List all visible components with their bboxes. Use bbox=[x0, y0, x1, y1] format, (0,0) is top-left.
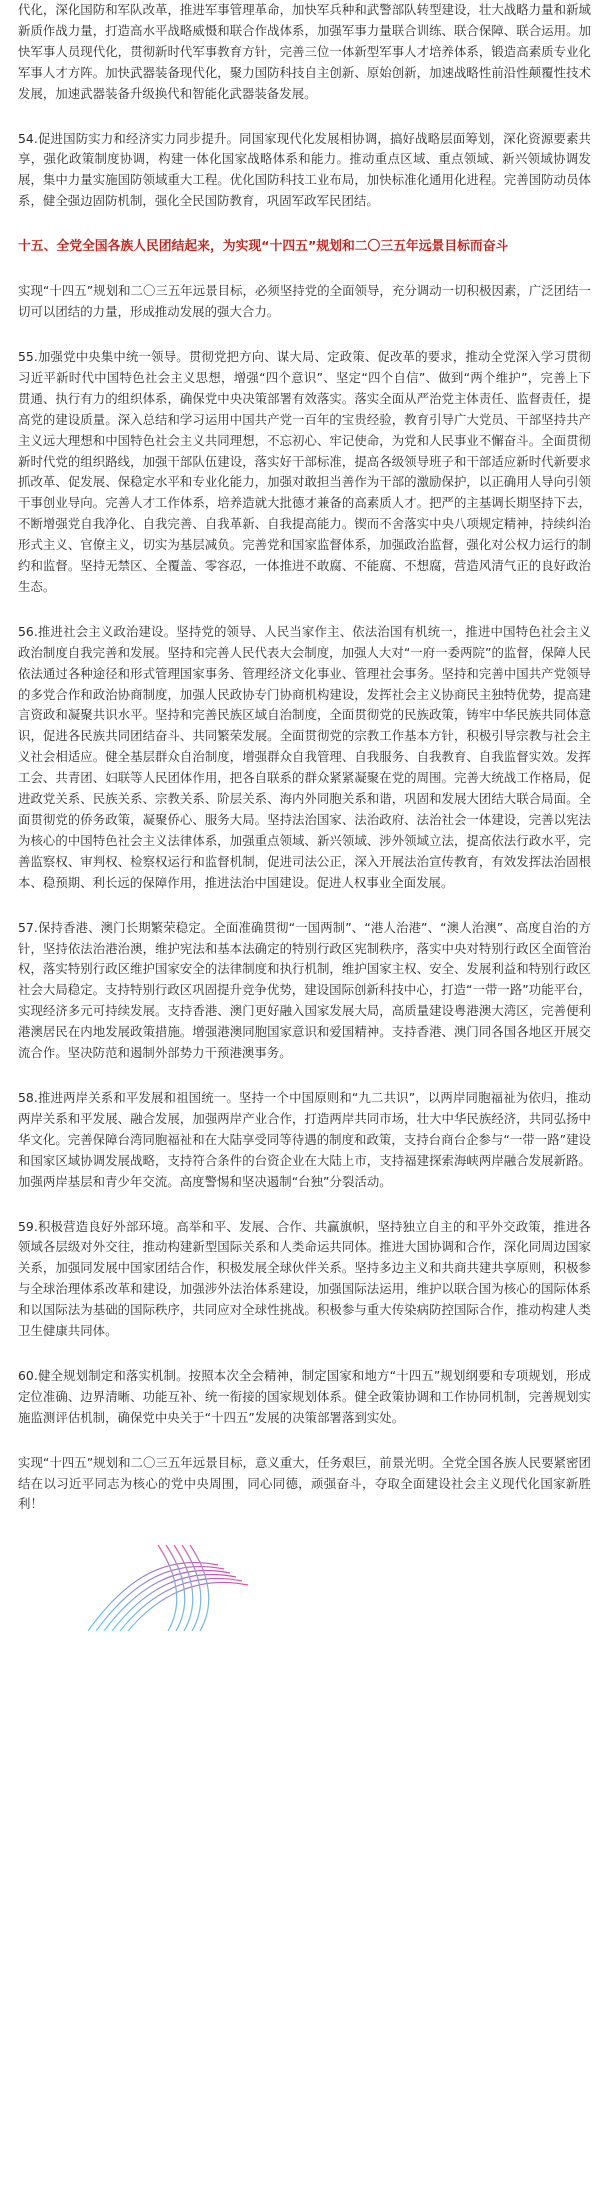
paragraph-section-intro: 实现“十四五”规划和二〇三五年远景目标，必须坚持党的全面领导，充分调动一切积极因素，广泛团结一切可以团结的力量，形成推动发展的强大合力。 bbox=[18, 283, 591, 320]
paragraph-55: 55.加强党中央集中统一领导。贯彻党把方向、谋大局、定政策、促改革的要求，推动全党深入学习贯彻习近平新时代中国特色社会主义思想，增强“四个意识”、坚定“四个自信”、做到“两个维护”，完善上下贯通、执行有力的组织体系，确保党中央决策部署有效落实。落实全面从严治党主体责任、监督责任，提高党的建设质量。深入总结和学习运用中国共产党一百年的宝贵经验，教育引导广大党员、干部坚持共产主义远大理想和中国特色社会主义共同理想，不忘初心、牢记使命，为党和人民事业不懈奋斗。全面贯彻新时代党的组织路线，加强干部队伍建设，落实好干部标准，提高各级领导班子和干部适应新时代新要求抓改革、促发展、保稳定水平和专业化能力，加强对敢担当善作为干部的激励保护，以正确用人导向引领干事创业导向。完善人才工作体系，培养造就大批德才兼备的高素质人才。把严的主基调长期坚持下去，不断增强党自我净化、自我完善、自我革新、自我提高能力。锲而不舍落实中央八项规定精神，持续纠治形式主义、官僚主义，切实为基层减负。完善党和国家监督体系，加强政治监督，强化对公权力运行的制约和监督。坚持无禁区、全覆盖、零容忍，一体推进不敢腐、不能腐、不想腐，营造风清气正的良好政治生态。 bbox=[18, 348, 591, 594]
paragraph-56: 56.推进社会主义政治建设。坚持党的领导、人民当家作主、依法治国有机统一，推进中国特色社会主义政治制度自我完善和发展。坚持和完善人民代表大会制度，加强人大对“一府一委两院”的监督，保障人民依法通过各种途径和形式管理国家事务、管理经济文化事业、管理社会事务。坚持和完善中国共产党领导的多党合作和政治协商制度，加强人民政协专门协商机构建设，发挥社会主义协商民主独特优势，提高建言资政和凝聚共识水平。坚持和完善民族区域自治制度，全面贯彻党的民族政策，铸牢中华民族共同体意识，促进各民族共同团结奋斗、共同繁荣发展。全面贯彻党的宗教工作基本方针，积极引导宗教与社会主义社会相适应。健全基层群众自治制度，增强群众自我管理、自我服务、自我教育、自我监督实效。发挥工会、共青团、妇联等人民团体作用，把各自联系的群众紧紧凝聚在党的周围。完善大统战工作格局，促进政党关系、民族关系、宗教关系、阶层关系、海内外同胞关系和谐，巩固和发展大团结大联合局面。全面贯彻党的侨务政策，凝聚侨心、服务大局。坚持法治国家、法治政府、法治社会一体建设，完善以宪法为核心的中国特色社会主义法律体系，加强重点领域、新兴领域、涉外领域立法，提高依法行政水平，完善监察权、审判权、检察权运行和监督机制，促进司法公正，深入开展法治宣传教育，有效发挥法治固根本、稳预期、利长远的保障作用，推进法治中国建设。促进人权事业全面发展。 bbox=[18, 623, 591, 890]
paragraph-60: 60.健全规划制定和落实机制。按照本次全会精神，制定国家和地方“十四五”规划纲要和专项规划，形成定位准确、边界清晰、功能互补、统一衔接的国家规划体系。健全政策协调和工作协同机制，完善规划实施监测评估机制，确保党中央关于“十四五”发展的决策部署落到实处。 bbox=[18, 1367, 591, 1425]
paragraph-54: 54.促进国防实力和经济实力同步提升。同国家现代化发展相协调，搞好战略层面筹划，深化资源要素共享，强化政策制度协调，构建一体化国家战略体系和能力。推动重点区域、重点领域、新兴领域协调发展，集中力量实施国防领域重大工程。优化国防科技工业布局，加快标准化通用化进程。完善国防动员体系，健全强边固防机制，强化全民国防教育，巩固军政军民团结。 bbox=[18, 130, 591, 209]
section-heading-15: 十五、全党全国各族人民团结起来，为实现“十四五”规划和二〇三五年远景目标而奋斗 bbox=[18, 239, 509, 255]
paragraph-59: 59.积极营造良好外部环境。高举和平、发展、合作、共赢旗帜，坚持独立自主的和平外交政策，推进各领域各层级对外交往，推动构建新型国际关系和人类命运共同体。推进大国协调和合作，深化同周边国家关系，加强同发展中国家团结合作，积极发展全球伙伴关系。坚持多边主义和共商共建共享原则，积极参与全球治理体系改革和建设，加强涉外法治体系建设，加强国际法运用，维护以联合国为核心的国际体系和以国际法为基础的国际秩序，共同应对全球性挑战。积极参与重大传染病防控国际合作，推动构建人类卫生健康共同体。 bbox=[18, 1218, 591, 1339]
paragraph-conclusion: 实现“十四五”规划和二〇三五年远景目标，意义重大，任务艰巨，前景光明。全党全国各族人民要紧密团结在以习近平同志为核心的党中央周围，同心同德，顽强奋斗，夺取全面建设社会主义现代化国家新胜利！ bbox=[18, 1454, 591, 1512]
paragraph-57: 57.保持香港、澳门长期繁荣稳定。全面准确贯彻“一国两制”、“港人治港”、“澳人治澳”、高度自治的方针，坚持依法治港治澳，维护宪法和基本法确定的特别行政区宪制秩序，落实中央对特别行政区全面管治权，落实特别行政区维护国家安全的法律制度和执行机制，维护国家主权、安全、发展利益和特别行政区社会大局稳定。支持特别行政区巩固提升竞争优势，建设国际创新科技中心，打造“一带一路”功能平台，实现经济多元可持续发展。支持香港、澳门更好融入国家发展大局，高质量建设粤港澳大湾区，完善便利港澳居民在内地发展政策措施。增强港澳同胞国家意识和爱国精神。支持香港、澳门同各国各地区开展交流合作。坚决防范和遏制外部势力干预港澳事务。 bbox=[18, 919, 591, 1061]
paragraph-58: 58.推进两岸关系和平发展和祖国统一。坚持一个中国原则和“九二共识”，以两岸同胞福祉为依归，推动两岸关系和平发展、融合发展，加强两岸产业合作，打造两岸共同市场，壮大中华民族经济，共同弘扬中华文化。完善保障台湾同胞福祉和在大陆享受同等待遇的制度和政策，支持台商台企参与“一带一路”建设和国家区域协调发展战略，支持符合条件的台资企业在大陆上市，支持福建探索海峡两岸融合发展新路。加强两岸基层和青少年交流。高度警惕和坚决遏制“台独”分裂活动。 bbox=[18, 1089, 591, 1189]
ribbon-graphic-icon bbox=[18, 1535, 591, 1631]
paragraph-military-modernization: 代化，深化国防和军队改革，推进军事管理革命，加快军兵种和武警部队转型建设，壮大战略力量和新域新质作战力量，打造高水平战略威慑和联合作战体系，加强军事力量联合训练、联合保障、联合运用。加快军事人员现代化，贯彻新时代军事教育方针，完善三位一体新型军事人才培养体系，锻造高素质专业化军事人才方阵。加快武器装备现代化，聚力国防科技自主创新、原始创新，加速战略性前沿性颠覆性技术发展，加速武器装备升级换代和智能化武器装备发展。 bbox=[18, 2, 591, 101]
